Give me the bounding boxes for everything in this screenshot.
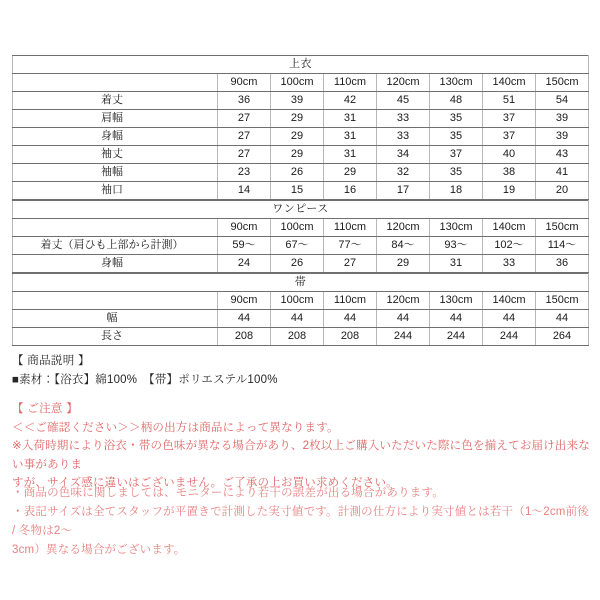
measure-cell: 23 bbox=[218, 164, 271, 182]
size-header-cell: 120cm bbox=[377, 292, 430, 310]
measure-cell: 14 bbox=[218, 182, 271, 200]
table-row bbox=[13, 182, 589, 200]
table-row bbox=[13, 328, 589, 346]
measure-cell: 208 bbox=[271, 328, 324, 346]
caution-line-1: ＜＜ご確認ください＞＞柄の出方は商品によって異なります。 bbox=[12, 421, 339, 434]
table-row bbox=[13, 146, 589, 164]
measure-cell: 36 bbox=[218, 92, 271, 110]
measure-cell: 32 bbox=[377, 164, 430, 182]
measure-cell: 16 bbox=[324, 182, 377, 200]
measure-cell: 26 bbox=[271, 255, 324, 273]
measure-cell: 29 bbox=[271, 128, 324, 146]
size-header-row bbox=[13, 292, 589, 310]
size-header-cell: 140cm bbox=[483, 292, 536, 310]
measure-cell: 29 bbox=[324, 164, 377, 182]
row-label: 着丈 bbox=[13, 92, 218, 110]
size-header-row bbox=[13, 219, 589, 237]
size-header-blank-cell bbox=[13, 292, 218, 310]
measure-cell: 34 bbox=[377, 146, 430, 164]
measure-cell: 44 bbox=[324, 310, 377, 328]
measure-cell: 35 bbox=[430, 164, 483, 182]
row-label: 幅 bbox=[13, 310, 218, 328]
measure-cell: 15 bbox=[271, 182, 324, 200]
row-label: 肩幅 bbox=[13, 110, 218, 128]
row-label: 袖丈 bbox=[13, 146, 218, 164]
size-header-cell: 110cm bbox=[324, 74, 377, 92]
section-title: ワンピース bbox=[13, 201, 589, 219]
measurement-note-1: ・商品の色味に関しましては、モニターにより若干の誤差が出る場合があります。 bbox=[12, 487, 444, 499]
size-table-jouigi bbox=[12, 55, 589, 200]
caution-line-3: すが、サイズ感に違いはございません。ご了承の上お買い求めください。 bbox=[12, 477, 398, 489]
product-description-title: 【 商品説明 】 bbox=[12, 355, 90, 367]
measure-cell: 244 bbox=[377, 328, 430, 346]
size-header-cell: 90cm bbox=[218, 74, 271, 92]
measure-cell: 27 bbox=[324, 255, 377, 273]
measure-cell: 27 bbox=[218, 146, 271, 164]
measure-cell: 33 bbox=[483, 255, 536, 273]
table-row bbox=[13, 128, 589, 146]
size-table-onepiece bbox=[12, 200, 589, 273]
measure-cell: 36 bbox=[536, 255, 589, 273]
measure-cell: 44 bbox=[377, 310, 430, 328]
measure-cell: 19 bbox=[483, 182, 536, 200]
measure-cell: 77〜 bbox=[324, 237, 377, 255]
measure-cell: 264 bbox=[536, 328, 589, 346]
row-label: 身幅 bbox=[13, 128, 218, 146]
size-header-cell: 90cm bbox=[218, 292, 271, 310]
table-row bbox=[13, 110, 589, 128]
table-row bbox=[13, 237, 589, 255]
size-table-obi bbox=[12, 273, 589, 346]
section-header-row bbox=[13, 201, 589, 219]
measurement-note-2: ・表記サイズは全てスタッフが平置きで計測した実寸値です。計測の仕方により実寸値とは若干（1〜2cm前後 / 冬物は2〜 bbox=[12, 506, 589, 537]
measure-cell: 29 bbox=[377, 255, 430, 273]
section-header-row bbox=[13, 56, 589, 74]
measure-cell: 37 bbox=[483, 128, 536, 146]
section-title: 帯 bbox=[13, 274, 589, 292]
measure-cell: 45 bbox=[377, 92, 430, 110]
row-label: 袖幅 bbox=[13, 164, 218, 182]
measure-cell: 67〜 bbox=[271, 237, 324, 255]
measure-cell: 33 bbox=[377, 110, 430, 128]
measure-cell: 93〜 bbox=[430, 237, 483, 255]
size-tables-container bbox=[12, 55, 588, 346]
measure-cell: 44 bbox=[430, 310, 483, 328]
measure-cell: 51 bbox=[483, 92, 536, 110]
size-header-cell: 140cm bbox=[483, 74, 536, 92]
measure-cell: 24 bbox=[218, 255, 271, 273]
measure-cell: 43 bbox=[536, 146, 589, 164]
size-header-cell: 150cm bbox=[536, 292, 589, 310]
measure-cell: 33 bbox=[377, 128, 430, 146]
row-label: 着丈（肩ひも上部から計測） bbox=[13, 237, 218, 255]
measure-cell: 20 bbox=[536, 182, 589, 200]
measure-cell: 31 bbox=[324, 128, 377, 146]
table-row bbox=[13, 164, 589, 182]
measure-cell: 40 bbox=[483, 146, 536, 164]
size-header-blank-cell bbox=[13, 219, 218, 237]
size-header-cell: 130cm bbox=[430, 219, 483, 237]
measure-cell: 44 bbox=[536, 310, 589, 328]
measure-cell: 44 bbox=[483, 310, 536, 328]
measure-cell: 39 bbox=[536, 110, 589, 128]
measure-cell: 29 bbox=[271, 110, 324, 128]
size-header-cell: 140cm bbox=[483, 219, 536, 237]
size-header-cell: 130cm bbox=[430, 74, 483, 92]
measure-cell: 114〜 bbox=[536, 237, 589, 255]
row-label: 長さ bbox=[13, 328, 218, 346]
measure-cell: 244 bbox=[483, 328, 536, 346]
product-material-line: ■素材：【浴衣】綿100% 【帯】ポリエステル100% bbox=[12, 374, 278, 386]
measure-cell: 244 bbox=[430, 328, 483, 346]
table-row bbox=[13, 310, 589, 328]
section-header-row bbox=[13, 274, 589, 292]
size-header-cell: 120cm bbox=[377, 74, 430, 92]
size-header-cell: 100cm bbox=[271, 292, 324, 310]
size-header-row bbox=[13, 74, 589, 92]
measure-cell: 18 bbox=[430, 182, 483, 200]
measure-cell: 84〜 bbox=[377, 237, 430, 255]
size-header-cell: 120cm bbox=[377, 219, 430, 237]
measure-cell: 41 bbox=[536, 164, 589, 182]
measure-cell: 39 bbox=[536, 128, 589, 146]
measure-cell: 31 bbox=[324, 146, 377, 164]
measurement-note-3: 3cm）異なる場合がございます。 bbox=[12, 544, 186, 556]
measure-cell: 102〜 bbox=[483, 237, 536, 255]
size-header-cell: 130cm bbox=[430, 292, 483, 310]
size-header-cell: 150cm bbox=[536, 74, 589, 92]
caution-title: 【 ご注意 】 bbox=[12, 403, 78, 415]
caution-block bbox=[12, 400, 592, 493]
measure-cell: 35 bbox=[430, 110, 483, 128]
section-title: 上衣 bbox=[13, 56, 589, 74]
caution-line-2: ※入荷時期により浴衣・帯の色味が異なる場合があり、2枚以上ご購入いただいた際に色を揃えてお届け出来ない事がありま bbox=[12, 440, 591, 471]
size-header-cell: 110cm bbox=[324, 219, 377, 237]
measure-cell: 44 bbox=[271, 310, 324, 328]
measure-cell: 37 bbox=[483, 110, 536, 128]
table-row bbox=[13, 92, 589, 110]
measure-cell: 42 bbox=[324, 92, 377, 110]
size-header-cell: 110cm bbox=[324, 292, 377, 310]
measure-cell: 37 bbox=[430, 146, 483, 164]
measure-cell: 208 bbox=[324, 328, 377, 346]
measure-cell: 29 bbox=[271, 146, 324, 164]
size-header-cell: 100cm bbox=[271, 74, 324, 92]
measure-cell: 27 bbox=[218, 128, 271, 146]
measure-cell: 17 bbox=[377, 182, 430, 200]
row-label: 袖口 bbox=[13, 182, 218, 200]
product-description-block bbox=[12, 352, 592, 390]
measure-cell: 59〜 bbox=[218, 237, 271, 255]
measurement-notes-block bbox=[12, 484, 594, 560]
measure-cell: 38 bbox=[483, 164, 536, 182]
measure-cell: 44 bbox=[218, 310, 271, 328]
measure-cell: 48 bbox=[430, 92, 483, 110]
measure-cell: 31 bbox=[324, 110, 377, 128]
size-header-cell: 100cm bbox=[271, 219, 324, 237]
measure-cell: 208 bbox=[218, 328, 271, 346]
table-row bbox=[13, 255, 589, 273]
measure-cell: 26 bbox=[271, 164, 324, 182]
row-label: 身幅 bbox=[13, 255, 218, 273]
measure-cell: 54 bbox=[536, 92, 589, 110]
measure-cell: 35 bbox=[430, 128, 483, 146]
measure-cell: 31 bbox=[430, 255, 483, 273]
measure-cell: 27 bbox=[218, 110, 271, 128]
size-header-cell: 90cm bbox=[218, 219, 271, 237]
size-header-blank-cell bbox=[13, 74, 218, 92]
size-header-cell: 150cm bbox=[536, 219, 589, 237]
measure-cell: 39 bbox=[271, 92, 324, 110]
